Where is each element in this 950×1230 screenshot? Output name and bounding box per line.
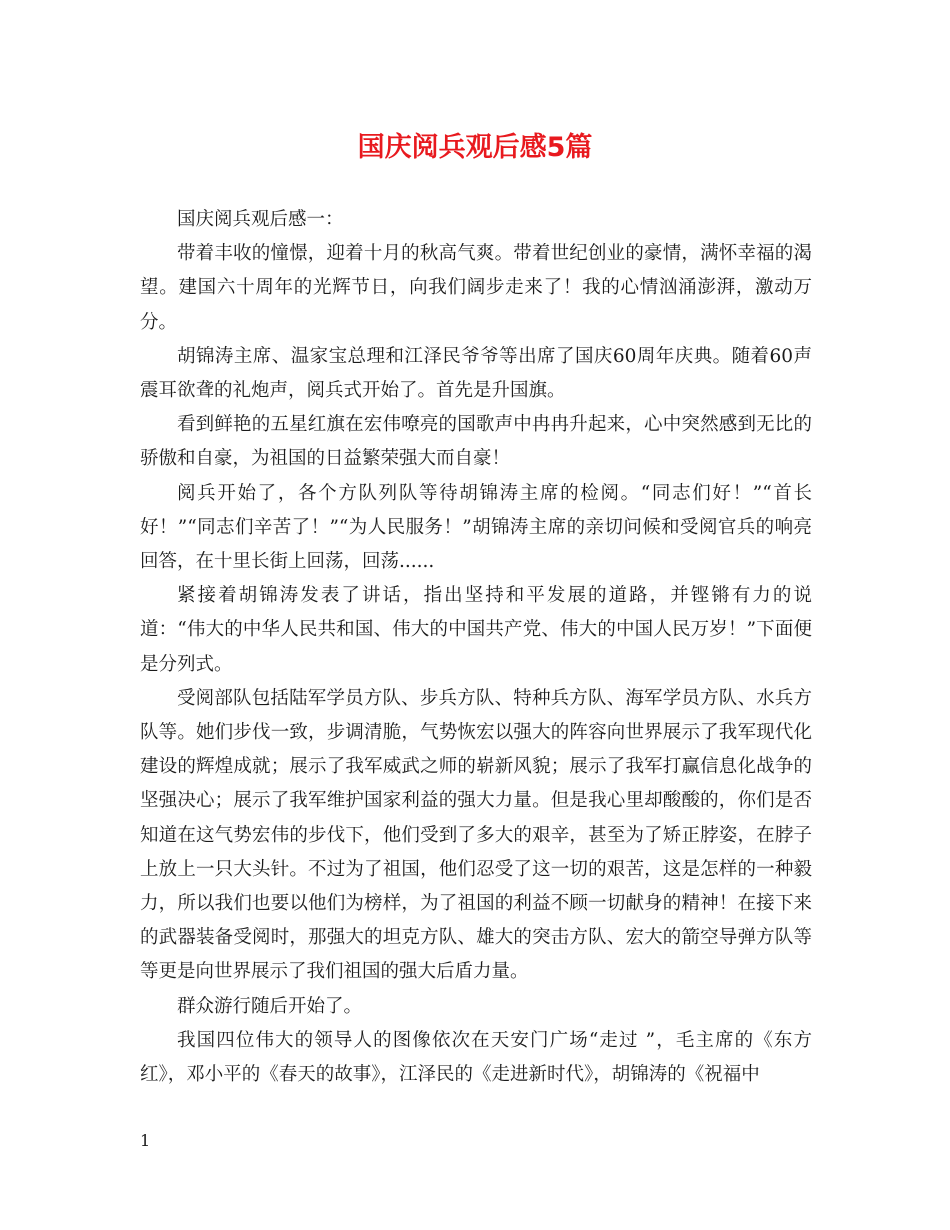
paragraph: 群众游行随后开始了。 bbox=[177, 995, 363, 1017]
document-body bbox=[140, 203, 812, 1092]
paragraph: 胡锦涛主席、温家宝总理和江泽民爷爷等出席了国庆60周年庆典。随着60声震耳欲聋的礼炮声，阅兵式开始了。首先是升国旗。 bbox=[140, 345, 812, 402]
paragraph: 带着丰收的憧憬，迎着十月的秋高气爽。带着世纪创业的豪情，满怀幸福的渴望。建国六十周年的光辉节日，向我们阔步走来了！我的心情汹涌澎湃，激动万分。 bbox=[140, 243, 812, 333]
page-number: 1 bbox=[140, 1131, 151, 1150]
paragraph: 看到鲜艳的五星红旗在宏伟嘹亮的国歌声中冉冉升起来，心中突然感到无比的骄傲和自豪，为祖国的日益繁荣强大而自豪！ bbox=[140, 414, 812, 470]
paragraph: 阅兵开始了，各个方队列队等待胡锦涛主席的检阅。“同志们好！”“首长好！”“同志们辛苦了！”“为人民服务！”胡锦涛主席的亲切问候和受阅官兵的响亮回答，在十里长街上回荡，回荡...... bbox=[140, 482, 812, 573]
paragraph: 紧接着胡锦涛发表了讲话，指出坚持和平发展的道路，并铿锵有力的说道：“伟大的中华人民共和国、伟大的中国共产党、伟大的中国人民万岁！”下面便是分列式。 bbox=[140, 585, 812, 675]
paragraph: 我国四位伟大的领导人的图像依次在天安门广场“走过 ”，毛主席的《东方红》，邓小平的《春天的故事》，江泽民的《走进新时代》，胡锦涛的《祝福中 bbox=[140, 1029, 812, 1086]
document-title: 国庆阅兵观后感5篇 bbox=[357, 132, 593, 163]
paragraph: 国庆阅兵观后感一： bbox=[177, 209, 344, 230]
paragraph: 受阅部队包括陆军学员方队、步兵方队、特种兵方队、海军学员方队、水兵方队等。她们步伐一致，步调清脆，气势恢宏以强大的阵容向世界展示了我军现代化建设的辉煌成就；展示了我军威武之师的崭新风貌；展示了我军打赢信息化战争的坚强决心；展示了我军维护国家利益的强大力量。但是我心里却酸酸的，你们是否知道在这气势宏伟的步伐下，他们受到了多大的艰辛，甚至为了矫正脖姿，在脖子上放上一只大头针。不过为了祖国，他们忍受了这一切的艰苦，这是怎样的一种毅力，所以我们也要以他们为榜样，为了祖国的利益不顾一切献身的精神！在接下来的武器装备受阅时，那强大的坦克方队、雄大的突击方队、宏大的箭空导弹方队等等更是向世界展示了我们祖国的强大后盾力量。 bbox=[140, 687, 812, 983]
